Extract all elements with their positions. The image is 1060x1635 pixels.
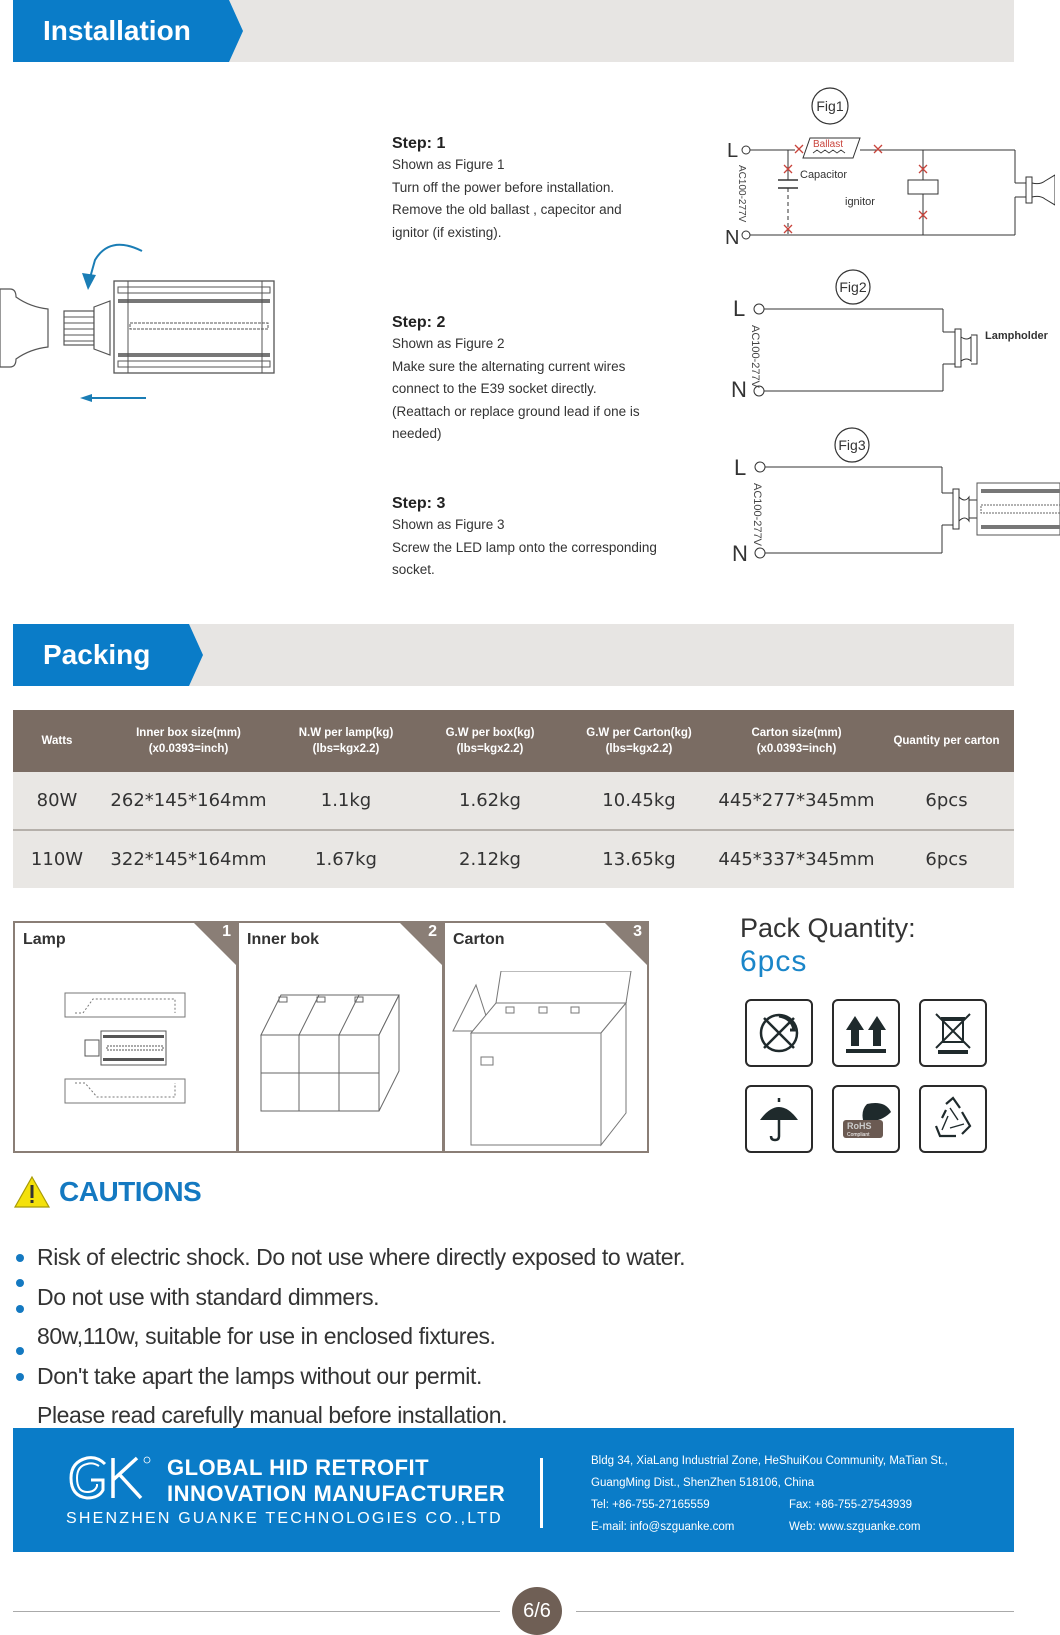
email-link[interactable]: E-mail: info@szguanke.com: [591, 1521, 735, 1533]
lamp-in-foam-illustration: [63, 991, 188, 1106]
svg-text:L: L: [734, 455, 747, 480]
lamp-install-illustration: [0, 235, 290, 420]
svg-text:Fig3: Fig3: [838, 437, 866, 453]
step-2-line: (Reattach or replace ground lead if one is: [392, 403, 640, 419]
cell-inner-box-size: 322*145*164mm: [101, 830, 276, 888]
fig1-label: Fig1: [816, 98, 844, 114]
step-1-title: Step: 1: [392, 135, 446, 152]
card-title: Carton: [453, 931, 505, 948]
col-gw-per-box: G.W per box(kg) (lbs=kgx2.2): [416, 710, 564, 772]
col-gw-per-carton: G.W per Carton(kg) (lbs=kgx2.2): [564, 710, 714, 772]
cell-watts: 80W: [13, 772, 101, 830]
col-carton-size: Carton size(mm) (x0.0393=inch): [714, 710, 879, 772]
step-1-line: Remove the old ballast , capecitor and: [392, 202, 622, 217]
address-line: Bldg 34, XiaLang Industrial Zone, HeShuiKou Community, MaTian St.,: [591, 1455, 948, 1467]
card-number: 3: [633, 923, 642, 940]
step-2: [392, 313, 692, 446]
svg-text:Fig2: Fig2: [839, 279, 867, 295]
page-indicator: 6/6: [512, 1587, 562, 1635]
gk-logo-icon: [67, 1454, 153, 1502]
packing-title: Packing: [13, 624, 189, 686]
svg-text:ignitor: ignitor: [845, 196, 875, 208]
company-footer: [13, 1428, 1014, 1552]
table-row: [13, 830, 1014, 888]
pack-quantity-label: Pack Quantity:: [740, 913, 916, 943]
card-number: 2: [428, 923, 437, 940]
cautions-title: CAUTIONS: [59, 1176, 202, 1207]
handling-icons: [745, 999, 995, 1153]
bullet-icon: [16, 1373, 24, 1381]
cell-quantity: 6pcs: [879, 772, 1014, 830]
fragile-icon: [745, 999, 813, 1067]
step-1: [392, 134, 692, 244]
packing-steps: [13, 921, 649, 1153]
svg-text:AC100-277V: AC100-277V: [736, 165, 747, 223]
rotate-arrow-icon: [88, 245, 142, 285]
card-number: 1: [222, 923, 231, 940]
svg-text:AC100-277V: AC100-277V: [751, 483, 763, 546]
website-link[interactable]: Web: www.szguanke.com: [789, 1521, 921, 1533]
step-3-line: socket.: [392, 562, 435, 577]
caution-item: 80w,110w, suitable for use in enclosed fixtures.: [14, 1317, 685, 1357]
warning-triangle-icon: [13, 1175, 51, 1209]
bullet-icon: [16, 1254, 24, 1262]
fax: Fax: +86-755-27543939: [789, 1499, 913, 1511]
cell-gw-per-box: 1.62kg: [416, 772, 564, 830]
cell-gw-per-box: 2.12kg: [416, 830, 564, 888]
col-watts: Watts: [13, 710, 101, 772]
packing-table: [13, 710, 1014, 888]
step-2-line: Make sure the alternating current wires: [392, 358, 626, 374]
step-2-title: Step: 2: [392, 314, 446, 331]
step-1-line: ignitor (if existing).: [392, 224, 502, 240]
bullet-icon: [16, 1305, 24, 1313]
no-trash-bin-icon: [919, 999, 987, 1067]
cell-gw-per-carton: 13.65kg: [564, 830, 714, 888]
figure-3-wiring-diagram: [715, 425, 1060, 570]
page-divider-left: [13, 1611, 500, 1612]
caution-item: Please read carefully manual before installation.: [37, 1402, 508, 1428]
svg-text:L: L: [727, 140, 739, 162]
phone: Tel: +86-755-27165559: [591, 1499, 710, 1511]
svg-text:Capacitor: Capacitor: [800, 169, 848, 181]
step-3-line: Screw the LED lamp onto the corresponding: [392, 539, 657, 555]
bullet-icon: [16, 1279, 24, 1287]
keep-dry-icon: [745, 1085, 813, 1153]
company-name: SHENZHEN GUANKE TECHNOLOGIES CO.,LTD: [66, 1510, 503, 1527]
inner-boxes-illustration: [259, 993, 409, 1113]
table-row: [13, 772, 1014, 830]
svg-text:Compliant: Compliant: [847, 1132, 870, 1138]
figure-1-wiring-diagram: [715, 85, 1055, 245]
svg-text:N: N: [725, 227, 740, 245]
col-quantity-per-carton: Quantity per carton: [879, 710, 1014, 772]
pack-card-inner-box: [239, 923, 445, 1151]
cautions-heading: [13, 1175, 201, 1209]
step-1-line: Shown as Figure 1: [392, 157, 505, 172]
packing-section-header: [13, 624, 1014, 686]
caution-item: Don't take apart the lamps without our permit.: [14, 1357, 685, 1397]
lampholder-label: Lampholder: [985, 330, 1048, 342]
contact-info: [591, 1450, 948, 1538]
bullet-icon: [16, 1347, 24, 1355]
card-title: Inner bok: [247, 931, 320, 948]
figure-2-wiring-diagram: [715, 265, 1060, 405]
open-carton-illustration: [451, 971, 641, 1149]
pack-card-lamp: [15, 923, 239, 1151]
cell-inner-box-size: 262*145*164mm: [101, 772, 276, 830]
step-2-line: connect to the E39 socket directly.: [392, 381, 597, 396]
cell-watts: 110W: [13, 830, 101, 888]
pack-card-carton: [445, 923, 647, 1151]
step-2-line: needed): [392, 426, 442, 441]
address-line: GuangMing Dist., ShenZhen 518106, China: [591, 1477, 815, 1489]
table-header-row: [13, 710, 1014, 772]
footer-tagline: GLOBAL HID RETROFIT INNOVATION MANUFACTURER: [167, 1455, 506, 1506]
cell-carton-size: 445*277*345mm: [714, 772, 879, 830]
svg-text:L: L: [733, 296, 746, 321]
pack-quantity-value: 6pcs: [740, 945, 808, 978]
step-3-title: Step: 3: [392, 495, 446, 512]
rohs-compliant-icon: [832, 1085, 900, 1153]
recycle-icon: [919, 1085, 987, 1153]
cell-nw-per-lamp: 1.67kg: [276, 830, 416, 888]
step-3: [392, 494, 692, 582]
svg-text:N: N: [732, 541, 748, 566]
this-way-up-icon: [832, 999, 900, 1067]
cell-gw-per-carton: 10.45kg: [564, 772, 714, 830]
svg-text:RoHS: RoHS: [847, 1121, 872, 1131]
installation-title: Installation: [13, 0, 229, 62]
svg-text:AC100-277V: AC100-277V: [749, 325, 761, 388]
cell-quantity: 6pcs: [879, 830, 1014, 888]
caution-item: Do not use with standard dimmers.: [14, 1278, 685, 1318]
step-1-line: Turn off the power before installation.: [392, 179, 615, 195]
col-nw-per-lamp: N.W per lamp(kg) (lbs=kgx2.2): [276, 710, 416, 772]
col-inner-box-size: Inner box size(mm) (x0.0393=inch): [101, 710, 276, 772]
step-2-line: Shown as Figure 2: [392, 336, 505, 351]
installation-section-header: [13, 0, 1014, 62]
caution-item: Risk of electric shock. Do not use where directly exposed to water.: [14, 1238, 685, 1278]
svg-text:N: N: [731, 377, 747, 402]
cell-nw-per-lamp: 1.1kg: [276, 772, 416, 830]
cell-carton-size: 445*337*345mm: [714, 830, 879, 888]
svg-text:Ballast: Ballast: [812, 139, 844, 150]
card-title: Lamp: [23, 931, 66, 948]
cautions-list: [14, 1238, 685, 1436]
footer-divider: [540, 1458, 543, 1528]
step-3-line: Shown as Figure 3: [392, 517, 505, 532]
page-divider-right: [576, 1611, 1014, 1612]
